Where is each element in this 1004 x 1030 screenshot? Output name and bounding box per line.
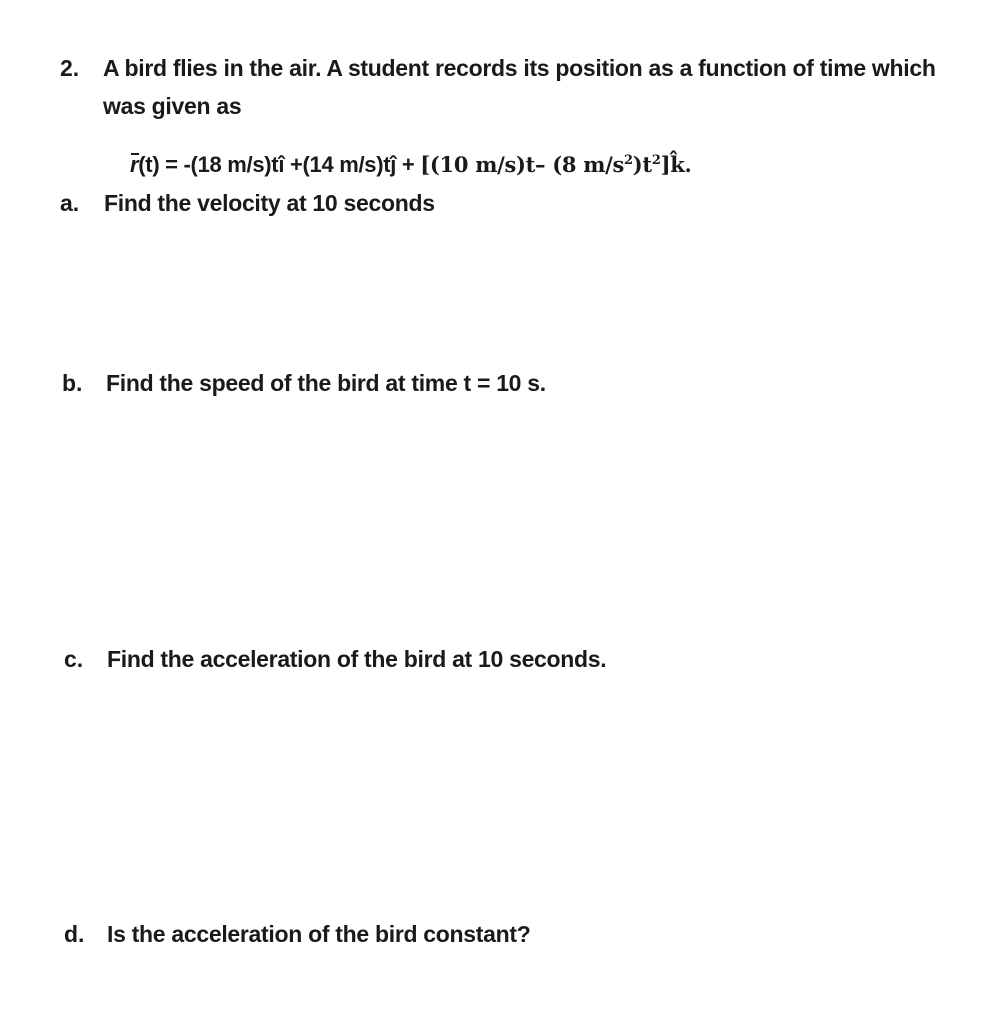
equation-k-term xyxy=(420,152,691,177)
vector-r: r xyxy=(130,152,139,177)
part-d-label: d. xyxy=(64,921,85,947)
equation-plus: + xyxy=(396,152,421,177)
k-exponent-1: 2 xyxy=(624,153,633,168)
k-part-a: [(10 m/s)t– (8 m/s xyxy=(420,152,625,177)
k-part-c: ] xyxy=(660,152,671,177)
k-part-b: )t xyxy=(632,152,652,177)
part-c-text: Find the acceleration of the bird at 10 seconds. xyxy=(107,646,607,672)
problem-intro-line1: A bird flies in the air. A student records its position as a function of time which xyxy=(103,55,936,81)
equation-lhs-rest: (t) = -(18 m/s)t xyxy=(138,152,279,177)
unit-vector-i: î xyxy=(278,152,285,177)
unit-vector-k: k̂ xyxy=(670,152,685,177)
problem-number: 2. xyxy=(60,55,80,81)
part-d-text: Is the acceleration of the bird constant? xyxy=(107,921,531,947)
problem-intro-line2: was given as xyxy=(103,93,242,119)
equation-term-j: +(14 m/s)t xyxy=(284,152,391,177)
part-c-label: c. xyxy=(64,646,84,672)
part-b-label: b. xyxy=(62,370,83,396)
position-equation xyxy=(130,152,692,178)
unit-vector-j: ĵ xyxy=(390,152,397,177)
equation-end: . xyxy=(684,152,692,177)
part-a-text: Find the velocity at 10 seconds xyxy=(104,190,435,216)
part-b-text: Find the speed of the bird at time t = 10 s. xyxy=(106,370,546,396)
equation-lhs xyxy=(130,152,278,177)
part-a-label: a. xyxy=(60,190,80,216)
k-exponent-2: 2 xyxy=(651,153,661,168)
